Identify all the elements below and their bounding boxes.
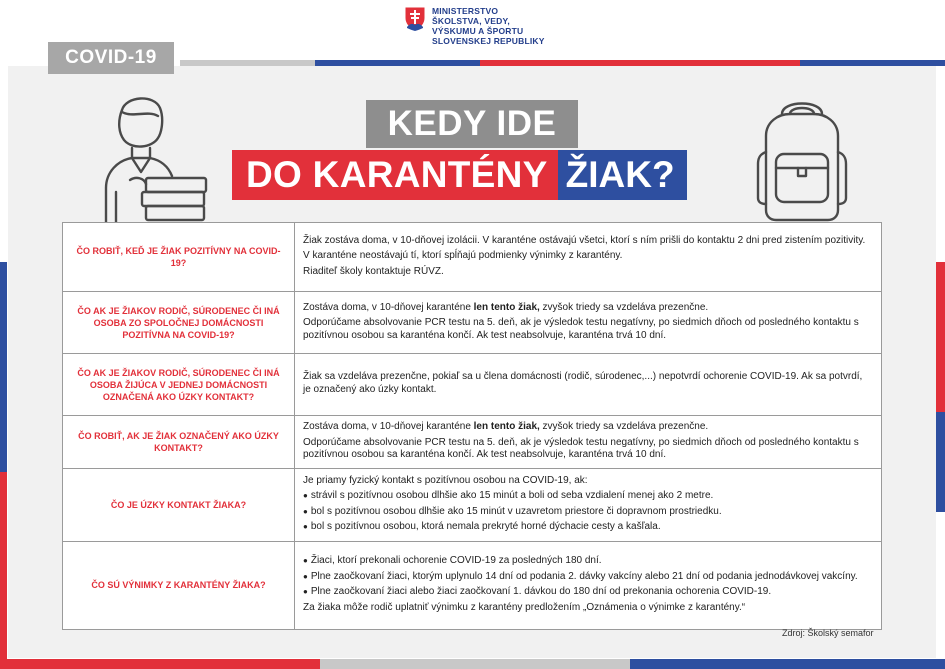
answer-text-part: zvyšok triedy sa vzdeláva prezenčne. <box>539 421 709 432</box>
bullet-item: ● bol s pozitívnou osobou, ktorá nemala prekryté horné dýchacie cesty a kašľala. <box>303 521 871 534</box>
table-row <box>63 416 882 469</box>
bullet-item: ● Plne zaočkovaní žiaci, ktorým uplynulo 14 dní od podania 2. dávky vakcíny alebo 21 dní od podania jednodávkovej vakcíny. <box>303 571 871 584</box>
answer-text: Žiak zostáva doma, v 10-dňovej izolácii. V karanténe ostávajú všetci, ktorí s ním prišli do kontaktu 2 dni pred zistením pozitivity. <box>303 234 866 246</box>
side-stripe-left-red <box>0 472 7 667</box>
side-stripe-right <box>936 262 945 412</box>
answer-cell <box>295 468 882 541</box>
title-line-2-red: DO KARANTÉNY <box>232 150 558 200</box>
answer-cell <box>295 541 882 629</box>
bullet-item: ● bol s pozitívnou osobou dlhšie ako 15 minút v uzavretom priestore či dopravnom prostriedku. <box>303 506 871 519</box>
question-cell: ČO AK JE ŽIAKOV RODIČ, SÚRODENEC ČI INÁ OSOBA ŽIJÚCA V JEDNEJ DOMÁCNOSTI OZNAČENÁ AKO ÚZKY KONTAKT? <box>63 354 295 416</box>
ministry-line-4: SLOVENSKEJ REPUBLIKY <box>432 36 545 46</box>
answer-text-part: Zostáva doma, v 10-dňovej karanténe <box>303 301 474 313</box>
side-stripe-right-blue <box>936 412 945 512</box>
answer-text: Je priamy fyzický kontakt s pozitívnou osobou na COVID-19, ak: <box>303 474 588 486</box>
answer-text: Odporúčame absolvovanie PCR testu na 5. deň, ak je výsledok testu negatívny, po siedmich dňoch od posledného kontaktu s pozitívnou osobou sa karanténa končí. Ak test neabsolvuje, karanténa trvá 10 dní. <box>303 436 859 461</box>
question-cell: ČO AK JE ŽIAKOV RODIČ, SÚRODENEC ČI INÁ OSOBA ZO SPOLOČNEJ DOMÁCNOSTI POZITÍVNA NA COVID-19? <box>63 292 295 354</box>
answer-text-part: zvyšok triedy sa vzdeláva prezenčne. <box>539 301 709 313</box>
answer-text-part: Zostáva doma, v 10-dňovej karanténe <box>303 421 474 432</box>
bullet-item: ● Plne zaočkovaní žiaci alebo žiaci zaočkovaní 1. dávkou do 180 dní od prekonania ochorenia COVID-19. <box>303 586 871 599</box>
table-row <box>63 354 882 416</box>
student-with-books-icon <box>92 92 212 224</box>
title-line-2 <box>232 150 687 200</box>
title-line-2-blue: ŽIAK? <box>558 150 687 200</box>
ministry-logo <box>404 6 545 46</box>
title-line-1: KEDY IDE <box>366 100 578 148</box>
table-row <box>63 223 882 292</box>
side-stripe-left <box>0 262 7 472</box>
quarantine-table <box>62 222 882 630</box>
covid-tag: COVID-19 <box>48 42 174 74</box>
answer-text-bold: len tento žiak, <box>473 301 540 313</box>
answer-cell <box>295 292 882 354</box>
answer-text-bold: len tento žiak, <box>473 421 540 432</box>
ministry-line-2: ŠKOLSTVA, VEDY, <box>432 16 510 26</box>
answer-text <box>303 302 871 315</box>
table-row <box>63 541 882 629</box>
backpack-icon <box>752 92 852 222</box>
answer-text <box>303 421 871 434</box>
ministry-line-3: VÝSKUMU A ŠPORTU <box>432 26 524 36</box>
question-cell: ČO SÚ VÝNIMKY Z KARANTÉNY ŽIAKA? <box>63 541 295 629</box>
table-row <box>63 292 882 354</box>
slovak-coat-of-arms-icon <box>404 6 426 32</box>
answer-text: V karanténe neostávajú tí, ktorí spĺňajú podmienky výnimky z karantény. <box>303 250 623 262</box>
bullet-item: ● strávil s pozitívnou osobou dlhšie ako 15 minút a boli od seba vzdialení menej ako 2 metre. <box>303 490 871 503</box>
answer-cell <box>295 354 882 416</box>
bullet-item: ● Žiaci, ktorí prekonali ochorenie COVID-19 za posledných 180 dní. <box>303 555 871 568</box>
question-cell: ČO ROBIŤ, KEĎ JE ŽIAK POZITÍVNY NA COVID-19? <box>63 223 295 292</box>
question-cell: ČO ROBIŤ, AK JE ŽIAK OZNAČENÝ AKO ÚZKY KONTAKT? <box>63 416 295 469</box>
source-note: Zdroj: Školský semafor <box>782 628 874 638</box>
answer-cell <box>295 416 882 469</box>
answer-text: Riaditeľ školy kontaktuje RÚVZ. <box>303 265 444 277</box>
bottom-stripe <box>0 659 945 669</box>
answer-cell <box>295 223 882 292</box>
answer-text: Odporúčame absolvovanie PCR testu na 5. deň, ak je výsledok testu negatívny, po siedmich dňoch od posledného kontaktu s pozitívnou osobou sa karanténa končí. Ak test neabsolvuje, karanténa trvá 10 dní. <box>303 317 859 341</box>
ministry-line-1: MINISTERSTVO <box>432 6 499 16</box>
question-cell: ČO JE ÚZKY KONTAKT ŽIAKA? <box>63 468 295 541</box>
answer-text: Za žiaka môže rodič uplatniť výnimku z karantény predložením „Oznámenia o výnimke z karantény.“ <box>303 601 746 613</box>
table-row <box>63 468 882 541</box>
answer-text: Žiak sa vzdeláva prezenčne, pokiaľ sa u člena domácnosti (rodič, súrodenec,...) nepotvrdí ochorenie COVID-19. Ak sa potvrdí, je označený ako úzky kontakt. <box>303 371 863 395</box>
